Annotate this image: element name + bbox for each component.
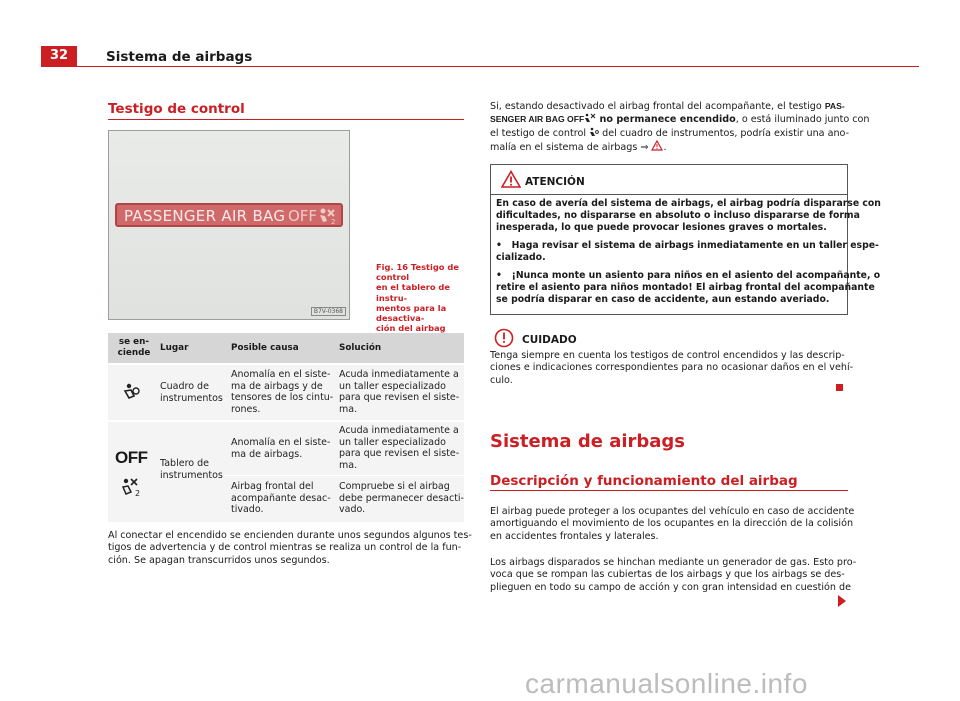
column-header-lit: se en- ciende [117, 337, 151, 358]
passenger-airbag-banner [115, 203, 343, 227]
banner-off-label: OFF [288, 207, 318, 225]
row2-cause-b: Airbag frontal del acompañante desac- tivado. [231, 481, 331, 516]
intro-paragraph: Al conectar el encendido se encienden durante unos segundos algunos tes- tigos de advertencia y de control mientras se realiza un control de la fun- ción. Se apagan transcurridos unos segundos. [108, 530, 472, 566]
subsection-rule [490, 490, 848, 491]
airbag-off-icon [315, 207, 337, 225]
running-header: Sistema de airbags [106, 49, 253, 65]
row2-cause-a: Anomalía en el siste- ma de airbags. [231, 437, 331, 460]
airbag-warning-icon [123, 383, 141, 401]
caution-icon [494, 328, 514, 348]
airbag-off-icon [584, 113, 596, 123]
section-end-marker [836, 384, 843, 391]
figure-code: B7V-0368 [311, 307, 346, 316]
warning-bullet: • ¡Nunca monte un asiento para niños en el asiento del acompañante, o retire el asiento para niños montado! El airbag frontal del acompañante se podría disparar en caso de accidente, aun estando averiado. [496, 270, 881, 305]
warning-triangle-icon [651, 140, 663, 151]
header-rule [41, 66, 919, 67]
paragraph: El airbag puede proteger a los ocupantes del vehículo en caso de accidente amortiguando el movimiento de los ocupantes en la dirección de la colisión en accidentes frontales y laterales. [490, 506, 855, 542]
airbag-off-icon [121, 477, 143, 497]
watermark: carmanualsonline.info [525, 668, 808, 699]
care-text: Tenga siempre en cuenta los testigos de control encendidos y las descrip- ciones e indicaciones correspondientes para no ocasionar daños en el vehí- culo. [490, 350, 854, 386]
warning-bullet: • Haga revisar el sistema de airbags inmediatamente en un taller espe- cializado. [496, 240, 879, 263]
airbag-warning-icon [589, 127, 599, 137]
warning-text: En caso de avería del sistema de airbags, el airbag podría dispararse con dificultades, no dispararse en absoluto o incluso dispararse de forma inesperada, lo que puede provocar lesiones graves o mortales. [496, 198, 881, 233]
row1-place: Cuadro de instrumentos [160, 381, 223, 404]
right-intro-paragraph: Si, estando desactivado el airbag frontal del acompañante, el testigo PAS- SENGER AIR BAG OFF no permanece encendido, o está iluminado junto con el testigo de control del cuadro de instrumentos, podría existir una ano- malía en el sistema de airbags ⇒ . [490, 101, 870, 153]
care-title: CUIDADO [522, 334, 577, 346]
section-title-testigo: Testigo de control [108, 101, 245, 117]
figure-warning-light [108, 130, 350, 320]
column-header-place: Lugar [160, 343, 189, 353]
row1-cause: Anomalía en el siste- ma de airbags y de tensores de los cintu- rones. [231, 369, 334, 415]
svg-text:2: 2 [331, 218, 336, 225]
subsection-title: Descripción y funcionamiento del airbag [490, 473, 798, 489]
warning-triangle-icon [501, 170, 521, 188]
chapter-title: Sistema de airbags [490, 431, 686, 452]
warning-title: ATENCIÓN [525, 176, 585, 188]
continue-arrow [838, 595, 846, 607]
row2-place: Tablero de instrumentos [160, 458, 223, 481]
svg-text:2: 2 [135, 489, 141, 497]
column-header-solution: Solución [339, 343, 382, 353]
row2-solution-b: Compruebe si el airbag debe permanecer desacti- vado. [339, 481, 464, 516]
paragraph: Los airbags disparados se hinchan mediante un generador de gas. Esto pro- voca que se rompan las cubiertas de los airbags y que los airbags se des- plieguen en todo su campo de acción y con gran intensidad en cuestión de [490, 557, 857, 593]
row1-solution: Acuda inmediatamente a un taller especializado para que revisen el siste- ma. [339, 369, 460, 415]
section-rule [108, 119, 464, 120]
page-number: 32 [41, 46, 77, 66]
banner-label: PASSENGER AIR BAG [124, 207, 286, 225]
row-divider [224, 475, 464, 476]
row2-solution-a: Acuda inmediatamente a un taller especializado para que revisen el siste- ma. [339, 425, 460, 471]
off-indicator-label: OFF [115, 448, 148, 467]
column-header-cause: Posible causa [231, 343, 299, 353]
figure-caption: Fig. 16 Testigo de control en el tablero de instru- mentos para la desactiva- ción del airbag [376, 262, 459, 334]
